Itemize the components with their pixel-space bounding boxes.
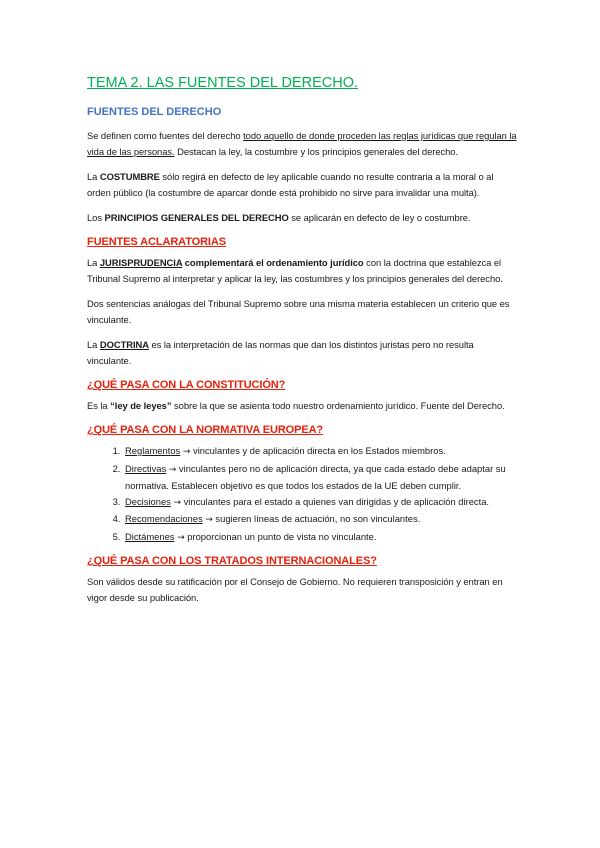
text-run: sobre la que se asienta todo nuestro ordenamiento jurídico. Fuente del Derecho. — [171, 400, 505, 411]
page-title: TEMA 2. LAS FUENTES DEL DERECHO. — [87, 75, 358, 91]
section-tratados — [87, 554, 517, 606]
bold-term: “ley de leyes” — [110, 400, 172, 411]
text-run: La — [87, 339, 100, 350]
list-item-desc: vinculantes y de aplicación directa en los Estados miembros. — [190, 445, 446, 456]
text-run: sólo regirá en defecto de ley aplicable cuando no resulte contraria a la moral o al orden público (la costumbre de aparcar donde está prohibido no sirve para invalidar una multa). — [87, 171, 494, 198]
section-fuentes-del-derecho — [87, 105, 517, 226]
arrow-right-icon: → — [182, 447, 191, 457]
bold-term: complementará el ordenamiento jurídico — [182, 257, 364, 268]
section-heading-europea: ¿QUÉ PASA CON LA NORMATIVA EUROPEA? — [87, 424, 324, 436]
section-heading-tratados: ¿QUÉ PASA CON LOS TRATADOS INTERNACIONALES? — [87, 555, 377, 567]
text-run: es la interpretación de las normas que dan los distintos juristas pero no resulta vinculante. — [87, 339, 474, 366]
paragraph-definicion — [87, 128, 517, 160]
arrow-right-icon: → — [173, 497, 182, 508]
text-run: La — [87, 257, 100, 268]
section-heading-aclaratorias: FUENTES ACLARATORIAS — [87, 236, 226, 248]
text-run: Los — [87, 212, 105, 223]
paragraph-costumbre — [87, 169, 517, 201]
list-item-desc: sugieren líneas de actuación, no son vinculantes. — [212, 513, 421, 524]
arrow-right-icon: → — [168, 464, 177, 475]
text-run: La — [87, 171, 100, 182]
list-item-recomendaciones — [123, 511, 517, 529]
list-item-desc: vinculantes pero no de aplicación directa, ya que cada estado debe adaptar su normativa. Establecen objetivo es que todos los estados de la UE deben cumplir. — [125, 462, 506, 491]
paragraph-constitucion — [87, 398, 517, 414]
list-item-term: Decisiones — [125, 495, 171, 507]
paragraph-jurisprudencia — [87, 255, 517, 287]
paragraph-tratados: Son válidos desde su ratificación por el Consejo de Gobierno. No requieren transposición y entran en vigor desde su publicación. — [87, 576, 503, 603]
list-item-reglamentos — [123, 443, 517, 461]
section-normativa-europea — [87, 423, 517, 546]
list-item-term: Directivas — [125, 462, 167, 474]
list-item-directivas — [123, 461, 517, 494]
list-item-desc: vinculantes para el estado a quienes van dirigidas y de aplicación directa. — [181, 495, 490, 507]
paragraph-principios — [87, 210, 517, 226]
list-item-decisiones — [123, 494, 517, 512]
underlined-text: todo aquello de donde proceden las reglas jurídicas que regulan la vida de las personas. — [87, 130, 517, 157]
list-item-dictamenes — [123, 529, 517, 547]
bold-term: PRINCIPIOS GENERALES DEL DERECHO — [104, 212, 289, 223]
section-heading-constitucion: ¿QUÉ PASA CON LA CONSTITUCIÓN? — [87, 379, 286, 391]
bold-term: COSTUMBRE — [99, 171, 160, 182]
paragraph-doctrina — [87, 337, 517, 369]
list-item-desc: proporcionan un punto de vista no vinculante. — [184, 530, 377, 542]
text-run: se aplicarán en defecto de ley o costumbre. — [288, 212, 471, 223]
text-run: con la doctrina que establezca el Tribunal Supremo al interpretar y aplicar la ley, las costumbres y los principios generales del derecho. — [87, 257, 503, 284]
normativa-list — [87, 443, 517, 546]
text-run: Destacan la ley, la costumbre y los principios generales del derecho. — [174, 146, 459, 157]
section-constitucion — [87, 378, 517, 414]
text-run: Se definen como fuentes del derecho — [87, 130, 244, 141]
bold-underlined-term: JURISPRUDENCIA — [99, 257, 183, 268]
paragraph-sentencias: Dos sentencias análogas del Tribunal Supremo sobre una misma materia establecen un criterio que es vinculante. — [87, 298, 510, 325]
arrow-right-icon: → — [177, 532, 185, 543]
section-fuentes-aclaratorias — [87, 235, 517, 369]
arrow-right-icon: → — [205, 515, 213, 525]
text-run: Es la — [87, 400, 111, 411]
list-item-term: Reglamentos — [125, 445, 181, 456]
list-item-term: Recomendaciones — [125, 513, 203, 524]
section-heading-fuentes: FUENTES DEL DERECHO — [87, 106, 222, 118]
bold-underlined-term: DOCTRINA — [99, 339, 149, 350]
list-item-term: Dictámenes — [125, 530, 175, 542]
document-content — [87, 74, 517, 615]
